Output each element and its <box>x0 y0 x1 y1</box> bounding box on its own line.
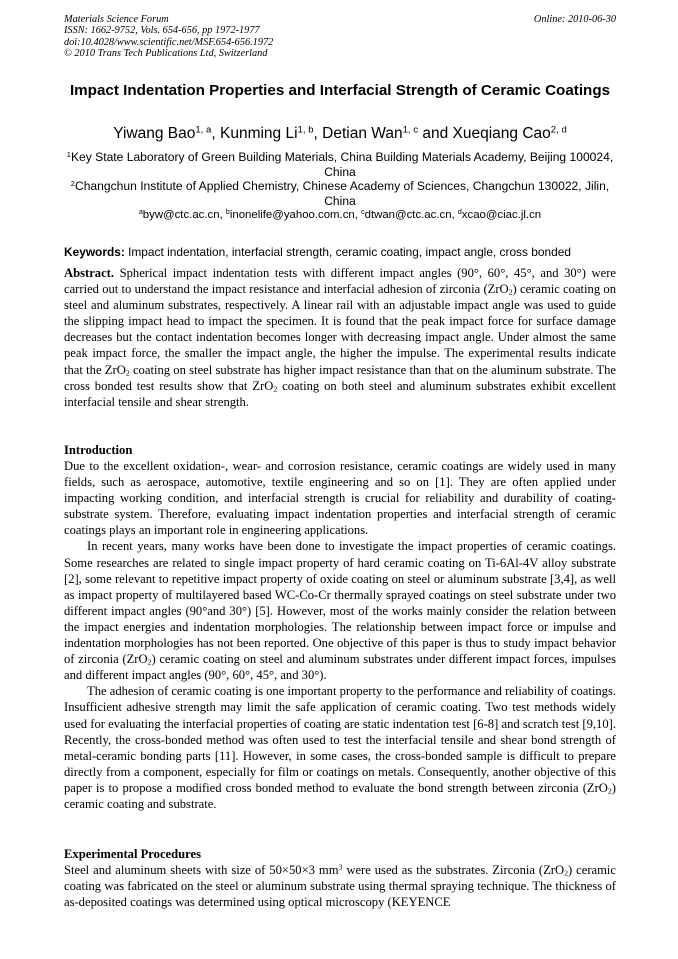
subscript: 2 <box>273 384 278 394</box>
affiliations <box>64 150 616 223</box>
affiliation-text: Key State Laboratory of Green Building Materials, China Building Materials Academy, Beijing 100024, China <box>70 150 614 179</box>
abstract-text: coating on both steel and aluminum substrates exhibit excellent interfacial tensile and shear strength. <box>64 378 616 409</box>
author-affil-sup: 1, b <box>297 124 314 136</box>
subscript: 2 <box>607 786 612 796</box>
email-address[interactable]: xcao@ciac.jl.cn <box>461 209 542 222</box>
doi-line: doi:10.4028/www.scientific.net/MSF.654-656.1972 <box>64 36 274 48</box>
paper-title: Impact Indentation Properties and Interfacial Strength of Ceramic Coatings <box>69 82 611 99</box>
email-separator: , <box>451 209 458 222</box>
subscript: 2 <box>125 368 130 378</box>
affiliation-2 <box>64 179 616 208</box>
keywords-label: Keywords: <box>64 245 125 259</box>
keywords <box>64 245 624 259</box>
online-date: Online: 2010-06-30 <box>533 14 616 25</box>
issn-line: ISSN: 1662-9752, Vols. 654-656, pp 1972-1977 <box>64 25 260 37</box>
subscript: 2 <box>508 287 513 297</box>
paragraph-text: In recent years, many works have been done to investigate the impact properties of ceramic coatings. Some researches are related to single impact property of hard ceramic coating on Ti-6Al-4V alloy substrate [2], some relevant to repetitive impact property of oxide coating on steel or aluminum substrate [3,4], as well as impact property of multilayered based WC-Co-Cr thermally sprayed coatings on steel substrate under two different impact angles (90°and 30°) [5]. However, most of the works mainly consider the relation between the impact energies and indentation morphologies. The relationship between impact force or impulse and indentation morphologies has not been reported. One objective of this paper is thus to study impact behavior of zirconia (ZrO <box>64 539 616 667</box>
introduction-body <box>64 458 616 812</box>
abstract <box>64 265 616 410</box>
author-affil-sup: 2, d <box>550 124 567 136</box>
email-list <box>64 208 616 223</box>
affiliation-number: 2 <box>70 179 75 189</box>
author-affil-sup: 1, a <box>195 124 212 136</box>
author-separator: , <box>313 125 323 142</box>
intro-paragraph-2 <box>64 538 616 683</box>
journal-name: Materials Science Forum <box>64 14 169 25</box>
author-separator: , <box>211 125 220 142</box>
keywords-text: Impact indentation, interfacial strength, ceramic coating, impact angle, cross bonded <box>124 245 571 259</box>
experimental-body <box>64 862 616 910</box>
author-name: Kunming Li <box>219 125 298 142</box>
affiliation-number: 1 <box>66 149 71 159</box>
author-separator: and <box>418 125 453 142</box>
copyright-line: © 2010 Trans Tech Publications Ltd, Switzerland <box>64 48 268 60</box>
email-sup: a <box>138 209 143 217</box>
email-address[interactable]: inonelife@yahoo.com.cn <box>229 209 355 222</box>
author-name: Xueqiang Cao <box>452 125 551 142</box>
email-separator: , <box>219 209 226 222</box>
paragraph-text: were used as the substrates. Zirconia (ZrO <box>342 863 565 877</box>
email-sup: b <box>225 209 230 217</box>
section-heading-experimental: Experimental Procedures <box>64 847 201 861</box>
paragraph-text: ) ceramic coating on steel and aluminum substrates under different impact forces, impulses and different impact angles (90°, 60°, 45°, and 30°). <box>64 652 616 683</box>
paragraph-text: ) ceramic coating and substrate. <box>64 780 616 811</box>
abstract-label: Abstract. <box>64 266 115 280</box>
abstract-text: ) ceramic coating on steel and aluminum substrates, respectively. A linear rail with an adjustable impact angle was used to guide the slipping impact head to impact the specimen. It is found that the peak impact force for surface damage decreases but the contact indentation becomes longer with decreasing impact angle. Under almost the same peak impact force, the smaller the impact angle, the higher the impulse. The experimental results indicate that the ZrO <box>64 282 616 377</box>
author-name: Detian Wan <box>322 125 403 142</box>
author-name: Yiwang Bao <box>113 125 196 142</box>
intro-paragraph-3 <box>64 683 616 812</box>
paragraph-text: Steel and aluminum sheets with size of 50×50×3 mm <box>64 863 339 877</box>
abstract-text: coating on steel substrate has higher impact resistance than that on the aluminum substrate. The cross bonded test results show that ZrO <box>64 362 616 393</box>
email-sup: c <box>361 209 365 217</box>
section-heading-introduction: Introduction <box>64 443 133 457</box>
email-sup: d <box>457 209 462 217</box>
email-address[interactable]: dtwan@ctc.ac.cn <box>364 209 452 222</box>
email-address[interactable]: byw@ctc.ac.cn <box>142 209 220 222</box>
affiliation-1 <box>64 150 616 179</box>
abstract-text: Spherical impact indentation tests with different impact angles (90°, 60°, 45°, and 30°) were carried out to understand the impact resistance and interfacial adhesion of zirconia (ZrO <box>64 266 616 297</box>
email-separator: , <box>354 209 362 222</box>
author-list <box>64 124 616 144</box>
subscript: 2 <box>147 657 152 667</box>
affiliation-text: Changchun Institute of Applied Chemistry, Chinese Academy of Sciences, Changchun 130022, Jilin, China <box>74 179 610 208</box>
paragraph-text: The adhesion of ceramic coating is one important property to the performance and reliability of coatings. Insufficient adhesive strength may limit the safe application of ceramic coating. Two test methods widely used for evaluating the interfacial properties of coating are static indentation test [6-8] and scratch test [9,10]. Recently, the cross-bonded method was often used to test the interfacial tensile and shear bond strength of metal-ceramic bonding parts [11]. However, in some cases, the cross-bonded sample is difficult to prepare directly from a component, especially for film or coatings on metals. Consequently, another objective of this paper is to propose a modified cross bonded method to evaluate the bond strength between zirconia (ZrO <box>64 684 616 795</box>
paragraph-text: ) ceramic coating was fabricated on the steel or aluminum substrate using thermal spraying technique. The thickness of as-deposited coatings was determined using optical microscopy (KEYENCE <box>64 863 616 910</box>
superscript: 3 <box>338 862 343 872</box>
journal-header <box>64 14 616 60</box>
author-affil-sup: 1, c <box>402 124 419 136</box>
subscript: 2 <box>564 868 568 878</box>
intro-paragraph-1: Due to the excellent oxidation-, wear- and corrosion resistance, ceramic coatings are widely used in many fields, such as aerospace, automotive, textile engineering and so on [1]. They are often applied under impacting working condition, and interfacial strength is crucial for reliability and durability of coating-substrate system. Therefore, evaluating impact indentation properties and interfacial strength of ceramic coatings plays an important role in engineering applications. <box>64 459 616 538</box>
